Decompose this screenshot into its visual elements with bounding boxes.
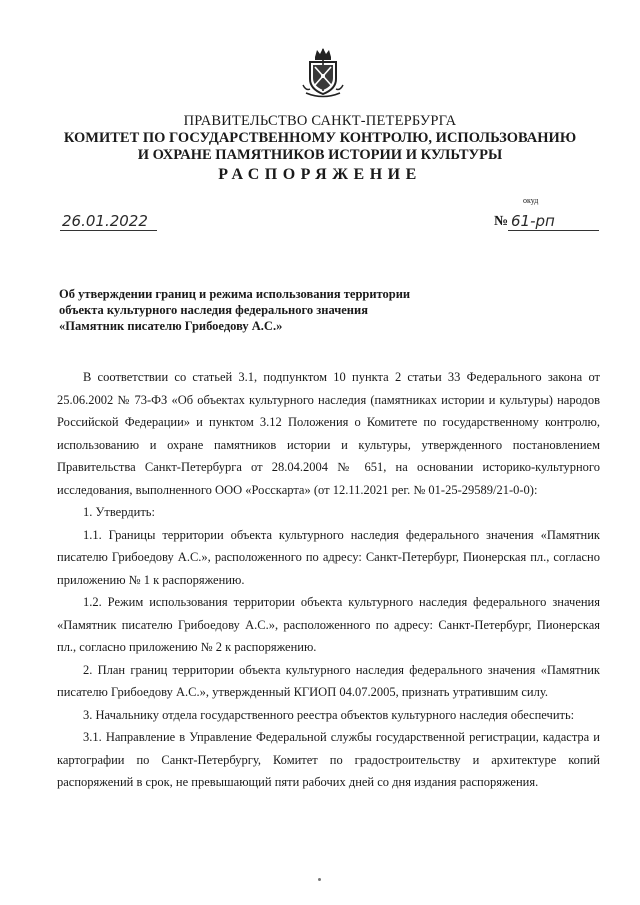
committee-title bbox=[0, 130, 640, 164]
document-number: 61-рп bbox=[508, 212, 599, 231]
page-dot-mark bbox=[318, 878, 321, 881]
document-subject bbox=[59, 286, 459, 334]
committee-title-line2: И ОХРАНЕ ПАМЯТНИКОВ ИСТОРИИ И КУЛЬТУРЫ bbox=[137, 147, 503, 163]
government-title: ПРАВИТЕЛЬСТВО САНКТ-ПЕТЕРБУРГА bbox=[183, 113, 457, 129]
coat-of-arms-icon bbox=[300, 45, 346, 101]
document-body bbox=[57, 366, 600, 794]
document-type-title: РАСПОРЯЖЕНИЕ bbox=[218, 166, 422, 183]
paragraph-item-1-2: 1.2. Режим использования территории объекта культурного наследия федерального значения «Памятник писателю Грибоедову А.С.», расположенного по адресу: Санкт-Петербург, Пионерская пл., согласно приложению № 2 к распоряжению. bbox=[57, 595, 600, 654]
document-date: 26.01.2022 bbox=[60, 212, 157, 231]
paragraph-item-2: 2. План границ территории объекта культурного наследия федерального значения «Памятник писателю Грибоедову А.С.», утвержденный КГИОП 04.07.2005, признать утратившим силу. bbox=[57, 662, 600, 699]
paragraph-item-3-1: 3.1. Направление в Управление Федеральной службы государственной регистрации, кадастра и картографии по Санкт-Петербургу, Комитет по градостроительству и архитектуре копий распоряжений в срок, не превышающий пяти рабочих дней со дня издания распоряжения. bbox=[57, 730, 600, 789]
paragraph-item-1: 1. Утвердить: bbox=[83, 505, 155, 519]
okud-label: окуд bbox=[523, 196, 539, 205]
subject-line1: Об утверждении границ и режима использования территории bbox=[59, 287, 411, 301]
number-prefix: № bbox=[494, 214, 509, 229]
preamble-paragraph: В соответствии со статьей 3.1, подпунктом 10 пункта 2 статьи 33 Федерального закона от 25.06.2002 № 73-ФЗ «Об объектах культурного наследия (памятниках истории и культуры) народов Российской Федерации» и пунктом 3.12 Положения о Комитете по государственному контролю, использованию и охране памятников истории и культуры, утвержденного постановлением Правительства Санкт-Петербурга от 28.04.2004 № 651, на основании историко-культурного исследования, выполненного ООО «Росскарта» (от 12.11.2021 рег. № 01-25-29589/21-0-0): bbox=[57, 370, 600, 497]
paragraph-item-1-1: 1.1. Границы территории объекта культурного наследия федерального значения «Памятник писателю Грибоедову А.С.», расположенного по адресу: Санкт-Петербург, Пионерская пл., согласно приложению № 1 к распоряжению. bbox=[57, 527, 600, 587]
subject-line2: объекта культурного наследия федерального значения bbox=[59, 303, 368, 317]
committee-title-line1: КОМИТЕТ ПО ГОСУДАРСТВЕННОМУ КОНТРОЛЮ, ИСПОЛЬЗОВАНИЮ bbox=[63, 130, 577, 146]
paragraph-item-3: 3. Начальнику отдела государственного реестра объектов культурного наследия обеспечить: bbox=[83, 707, 575, 722]
subject-line3: «Памятник писателю Грибоедову А.С.» bbox=[59, 319, 283, 333]
